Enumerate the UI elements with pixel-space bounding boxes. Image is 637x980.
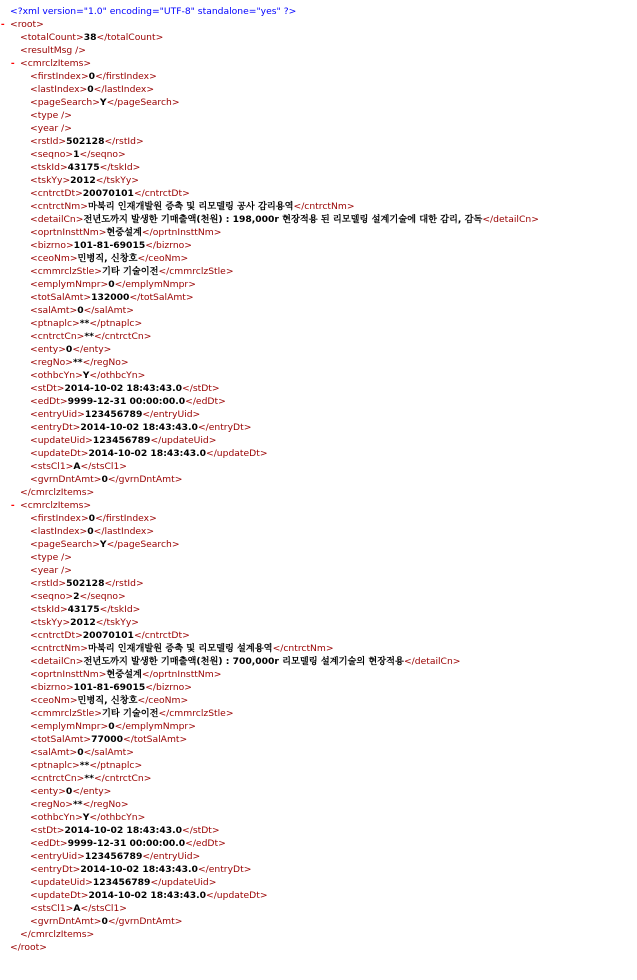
xml-close-tag: </tskId> [99,162,141,173]
xml-close-tag: </cntrctDt> [133,630,190,641]
xml-close-tag: </oprtnInsttNm> [141,669,222,680]
xml-open-tag: <ptnaplc> [30,760,80,771]
cmrclz-item-open-line[interactable] [0,499,637,512]
xml-field-line [0,642,637,655]
xml-field-line [0,902,637,915]
xml-open-tag: <enty> [30,344,66,355]
xml-open-tag: <entryUid> [30,409,85,420]
xml-close-tag: </oprtnInsttNm> [141,227,222,238]
cmrclz-item-open-line[interactable] [0,57,637,70]
xml-declaration: <?xml version="1.0" encoding="UTF-8" standalone="yes" ?> [10,6,297,17]
xml-close-tag: </detailCn> [482,214,539,225]
root-open-line[interactable] [0,18,637,31]
xml-open-tag: <regNo> [30,357,73,368]
xml-value: 민병직, 신창호 [77,695,138,706]
xml-close-tag: </othbcYn> [89,812,146,823]
xml-value: 43175 [67,604,100,615]
xml-close-tag: </emplymNmpr> [114,279,196,290]
xml-field-line [0,785,637,798]
xml-open-tag: <updateDt> [30,890,89,901]
xml-open-tag: <oprtnInsttNm> [30,669,107,680]
xml-open-tag: <edDt> [30,396,68,407]
xml-value: 2014-10-02 18:43:43.0 [80,422,198,433]
xml-close-tag: </edDt> [185,838,226,849]
xml-field-line [0,798,637,811]
root-close-tag: </root> [10,942,47,953]
xml-value: 기타 기술이전 [102,708,159,719]
xml-close-tag: </gvrnDntAmt> [107,474,183,485]
xml-value: 2014-10-02 18:43:43.0 [80,864,198,875]
xml-value: ** [79,318,90,329]
xml-field-line [0,538,637,551]
xml-value: 마북리 인재개발원 증축 및 리모델링 설계용역 [87,643,273,654]
xml-close-tag: </enty> [72,786,112,797]
xml-declaration-line [0,5,637,18]
xml-field-line [0,850,637,863]
xml-value: 502128 [66,136,105,147]
xml-open-tag: <cmmrclzStle> [30,266,102,277]
xml-value: 0 [88,513,96,524]
xml-value: 2012 [70,175,96,186]
xml-field-line [0,746,637,759]
xml-open-tag: <gvrnDntAmt> [30,916,102,927]
xml-field-line [0,330,637,343]
xml-field-line [0,226,637,239]
xml-close-tag: </emplymNmpr> [114,721,196,732]
xml-open-tag: <salAmt> [30,305,78,316]
xml-field-line [0,278,637,291]
xml-value: A [73,903,81,914]
xml-close-tag: </ptnaplc> [89,318,143,329]
xml-close-tag: </cntrctCn> [93,773,152,784]
xml-close-tag: </lastIndex> [93,526,155,537]
result-msg-line [0,44,637,57]
xml-value: 1 [73,149,80,160]
xml-field-line [0,876,637,889]
xml-close-tag: </pageSearch> [106,539,180,550]
xml-value: 기타 기술이전 [102,266,159,277]
xml-close-tag: </pageSearch> [106,97,180,108]
xml-open-tag: <stsCl1> [30,903,74,914]
xml-field-line [0,213,637,226]
xml-value: 2014-10-02 18:43:43.0 [88,448,207,459]
xml-field-line [0,525,637,538]
xml-field-line [0,512,637,525]
xml-value: 0 [87,526,94,537]
xml-empty-tag: <year /> [30,565,72,576]
xml-empty-tag: <type /> [30,552,72,563]
xml-open-tag: <regNo> [30,799,73,810]
xml-open-tag: <bizrno> [30,240,74,251]
xml-open-tag: <entryDt> [30,864,81,875]
xml-value: 9999-12-31 00:00:00.0 [67,838,186,849]
xml-close-tag: </firstIndex> [95,71,157,82]
xml-field-line [0,863,637,876]
xml-value: 0 [101,474,108,485]
total-count-close-tag: </totalCount> [96,32,164,43]
xml-value: ** [72,799,83,810]
xml-open-tag: <seqno> [30,149,74,160]
total-count-line [0,31,637,44]
xml-close-tag: </entryDt> [197,422,252,433]
xml-value: 9999-12-31 00:00:00.0 [67,396,186,407]
xml-value: 123456789 [92,435,151,446]
xml-open-tag: <rstId> [30,578,67,589]
xml-open-tag: <gvrnDntAmt> [30,474,102,485]
xml-open-tag: <firstIndex> [30,71,89,82]
xml-open-tag: <stDt> [30,383,65,394]
xml-open-tag: <updateDt> [30,448,89,459]
xml-field-line [0,759,637,772]
xml-field-line [0,421,637,434]
cmrclz-item-close-line [0,928,637,941]
xml-close-tag: </ptnaplc> [89,760,143,771]
xml-close-tag: </ceoNm> [137,253,189,264]
xml-field-line [0,889,637,902]
xml-value: 123456789 [84,409,143,420]
xml-close-tag: </tskYy> [95,617,139,628]
xml-value: 77000 [91,734,124,745]
cmrclz-item-open-tag: <cmrclzItems> [20,58,92,69]
collapse-toggle-item[interactable]: - [10,58,16,69]
xml-value: A [73,461,81,472]
xml-value: Y [82,812,90,823]
xml-value: 0 [108,721,115,732]
xml-open-tag: <pageSearch> [30,539,100,550]
xml-field-line [0,96,637,109]
xml-close-tag: </stsCl1> [80,903,127,914]
xml-field-line [0,707,637,720]
xml-field-line [0,187,637,200]
xml-close-tag: </othbcYn> [89,370,146,381]
xml-field-line [0,265,637,278]
xml-close-tag: </bizrno> [145,240,192,251]
xml-field-line [0,447,637,460]
xml-field-line [0,148,637,161]
xml-close-tag: </salAmt> [83,305,134,316]
xml-field-line [0,135,637,148]
xml-open-tag: <seqno> [30,591,74,602]
xml-open-tag: <totSalAmt> [30,292,92,303]
xml-field-line [0,460,637,473]
xml-field-line [0,564,637,577]
xml-close-tag: </updateDt> [206,448,268,459]
total-count-value: 38 [83,32,97,43]
xml-field-line [0,655,637,668]
xml-field-line [0,681,637,694]
xml-value: 현중설계 [106,227,142,238]
xml-value: ** [84,773,94,784]
xml-close-tag: </detailCn> [403,656,461,667]
xml-value: 123456789 [84,851,143,862]
xml-field-line [0,772,637,785]
xml-field-line [0,161,637,174]
xml-open-tag: <ceoNm> [30,695,78,706]
xml-value: 0 [101,916,108,927]
xml-value: 2014-10-02 18:43:43.0 [88,890,207,901]
xml-open-tag: <enty> [30,786,66,797]
result-msg-tag: <resultMsg /> [20,45,86,56]
xml-value: 0 [108,279,115,290]
collapse-toggle-root[interactable]: - [0,19,6,30]
xml-field-line [0,174,637,187]
xml-value: ** [79,760,90,771]
xml-field-line [0,109,637,122]
xml-open-tag: <edDt> [30,838,68,849]
xml-open-tag: <detailCn> [30,214,84,225]
xml-field-line [0,304,637,317]
xml-close-tag: </lastIndex> [93,84,155,95]
xml-field-line [0,356,637,369]
xml-open-tag: <rstId> [30,136,67,147]
xml-value: 502128 [66,578,105,589]
xml-close-tag: </rstId> [104,136,144,147]
xml-close-tag: </updateUid> [150,877,217,888]
xml-value: Y [99,539,107,550]
xml-empty-tag: <type /> [30,110,72,121]
xml-open-tag: <cmmrclzStle> [30,708,102,719]
xml-open-tag: <emplymNmpr> [30,721,109,732]
xml-value: ** [72,357,83,368]
xml-empty-tag: <year /> [30,123,72,134]
xml-value: 0 [77,747,84,758]
xml-open-tag: <firstIndex> [30,513,89,524]
cmrclz-item-open-tag: <cmrclzItems> [20,500,92,511]
xml-close-tag: </salAmt> [83,747,134,758]
xml-close-tag: </seqno> [79,149,126,160]
xml-open-tag: <cntrctNm> [30,201,88,212]
xml-field-line [0,200,637,213]
xml-value: 마북리 인재개발원 증축 및 리모델링 공사 감리용역 [87,201,294,212]
xml-close-tag: </firstIndex> [95,513,157,524]
xml-field-line [0,668,637,681]
xml-field-line [0,616,637,629]
xml-value: 2012 [70,617,96,628]
xml-field-line [0,811,637,824]
xml-open-tag: <entryUid> [30,851,85,862]
xml-close-tag: </cntrctDt> [133,188,190,199]
xml-field-line [0,369,637,382]
xml-document [0,5,637,954]
xml-open-tag: <bizrno> [30,682,74,693]
xml-field-line [0,252,637,265]
xml-close-tag: </cntrctNm> [272,643,334,654]
xml-open-tag: <cntrctDt> [30,188,83,199]
xml-field-line [0,122,637,135]
xml-value: 101-81-69015 [73,682,146,693]
xml-open-tag: <stDt> [30,825,65,836]
xml-open-tag: <ptnaplc> [30,318,80,329]
xml-field-line [0,408,637,421]
xml-open-tag: <totSalAmt> [30,734,92,745]
xml-close-tag: </entryUid> [142,851,201,862]
xml-open-tag: <entryDt> [30,422,81,433]
xml-close-tag: </updateDt> [206,890,268,901]
xml-field-line [0,603,637,616]
cmrclz-item-close-tag: </cmrclzItems> [20,487,95,498]
xml-value: 101-81-69015 [73,240,146,251]
xml-close-tag: </totSalAmt> [123,734,188,745]
root-open-tag: <root> [10,19,44,30]
xml-open-tag: <cntrctDt> [30,630,83,641]
xml-open-tag: <updateUid> [30,435,93,446]
xml-value: ** [84,331,94,342]
xml-field-line [0,824,637,837]
cmrclz-item-close-tag: </cmrclzItems> [20,929,95,940]
xml-value: 0 [65,344,73,355]
xml-close-tag: </regNo> [82,357,129,368]
xml-open-tag: <cntrctCn> [30,331,85,342]
xml-close-tag: </totSalAmt> [129,292,194,303]
xml-close-tag: </cmmrclzStle> [158,266,234,277]
xml-value: Y [82,370,90,381]
xml-open-tag: <tskYy> [30,175,71,186]
xml-field-line [0,395,637,408]
xml-open-tag: <emplymNmpr> [30,279,109,290]
items-container [0,57,637,941]
xml-value: 현중설계 [106,669,142,680]
xml-close-tag: </tskYy> [95,175,139,186]
xml-field-line [0,590,637,603]
xml-value: 2 [73,591,80,602]
xml-field-line [0,317,637,330]
xml-value: 2014-10-02 18:43:43.0 [64,825,183,836]
xml-close-tag: </rstId> [104,578,144,589]
xml-field-line [0,694,637,707]
xml-value: 132000 [91,292,130,303]
xml-open-tag: <othbcYn> [30,812,83,823]
xml-close-tag: </cmmrclzStle> [158,708,234,719]
collapse-toggle-item[interactable]: - [10,500,16,511]
xml-field-line [0,915,637,928]
xml-value: 민병직, 신창호 [77,253,138,264]
xml-open-tag: <oprtnInsttNm> [30,227,107,238]
xml-value: 전년도까지 발생한 기매출액(천원) : 700,000r 리모델링 설계기술의 현장적용 [83,656,404,667]
xml-close-tag: </entryUid> [142,409,201,420]
xml-open-tag: <ceoNm> [30,253,78,264]
xml-close-tag: </stDt> [182,383,220,394]
xml-value: 0 [65,786,73,797]
xml-open-tag: <lastIndex> [30,526,88,537]
xml-field-line [0,83,637,96]
xml-field-line [0,70,637,83]
xml-open-tag: <pageSearch> [30,97,100,108]
xml-close-tag: </enty> [72,344,112,355]
xml-close-tag: </edDt> [185,396,226,407]
xml-open-tag: <stsCl1> [30,461,74,472]
xml-field-line [0,291,637,304]
xml-open-tag: <cntrctCn> [30,773,85,784]
xml-close-tag: </stDt> [182,825,220,836]
xml-field-line [0,733,637,746]
xml-open-tag: <salAmt> [30,747,78,758]
xml-close-tag: </stsCl1> [80,461,127,472]
xml-field-line [0,837,637,850]
xml-open-tag: <tskId> [30,162,68,173]
xml-value: 2014-10-02 18:43:43.0 [64,383,183,394]
xml-field-line [0,343,637,356]
xml-value: Y [99,97,107,108]
xml-close-tag: </seqno> [79,591,126,602]
xml-close-tag: </ceoNm> [137,695,189,706]
xml-field-line [0,473,637,486]
root-close-line [0,941,637,954]
xml-value: 0 [88,71,96,82]
xml-open-tag: <othbcYn> [30,370,83,381]
xml-open-tag: <updateUid> [30,877,93,888]
xml-field-line [0,382,637,395]
cmrclz-item-close-line [0,486,637,499]
xml-close-tag: </cntrctNm> [293,201,355,212]
xml-close-tag: </regNo> [82,799,129,810]
xml-open-tag: <tskId> [30,604,68,615]
xml-open-tag: <tskYy> [30,617,71,628]
total-count-open-tag: <totalCount> [20,32,84,43]
xml-close-tag: </bizrno> [145,682,192,693]
xml-close-tag: </cntrctCn> [93,331,152,342]
xml-close-tag: </gvrnDntAmt> [107,916,183,927]
xml-field-line [0,434,637,447]
xml-value: 20070101 [82,630,134,641]
xml-value: 0 [87,84,94,95]
xml-field-line [0,551,637,564]
xml-value: 20070101 [82,188,134,199]
xml-close-tag: </entryDt> [197,864,252,875]
xml-field-line [0,577,637,590]
xml-open-tag: <detailCn> [30,656,84,667]
xml-value: 43175 [67,162,100,173]
xml-value: 123456789 [92,877,151,888]
xml-field-line [0,629,637,642]
xml-open-tag: <cntrctNm> [30,643,88,654]
xml-value: 전년도까지 발생한 기매출액(천원) : 198,000r 현장적용 된 리모델링 설계기술에 대한 감리, 감독 [83,214,483,225]
xml-close-tag: </tskId> [99,604,141,615]
xml-value: 0 [77,305,84,316]
xml-close-tag: </updateUid> [150,435,217,446]
xml-open-tag: <lastIndex> [30,84,88,95]
xml-field-line [0,239,637,252]
xml-field-line [0,720,637,733]
